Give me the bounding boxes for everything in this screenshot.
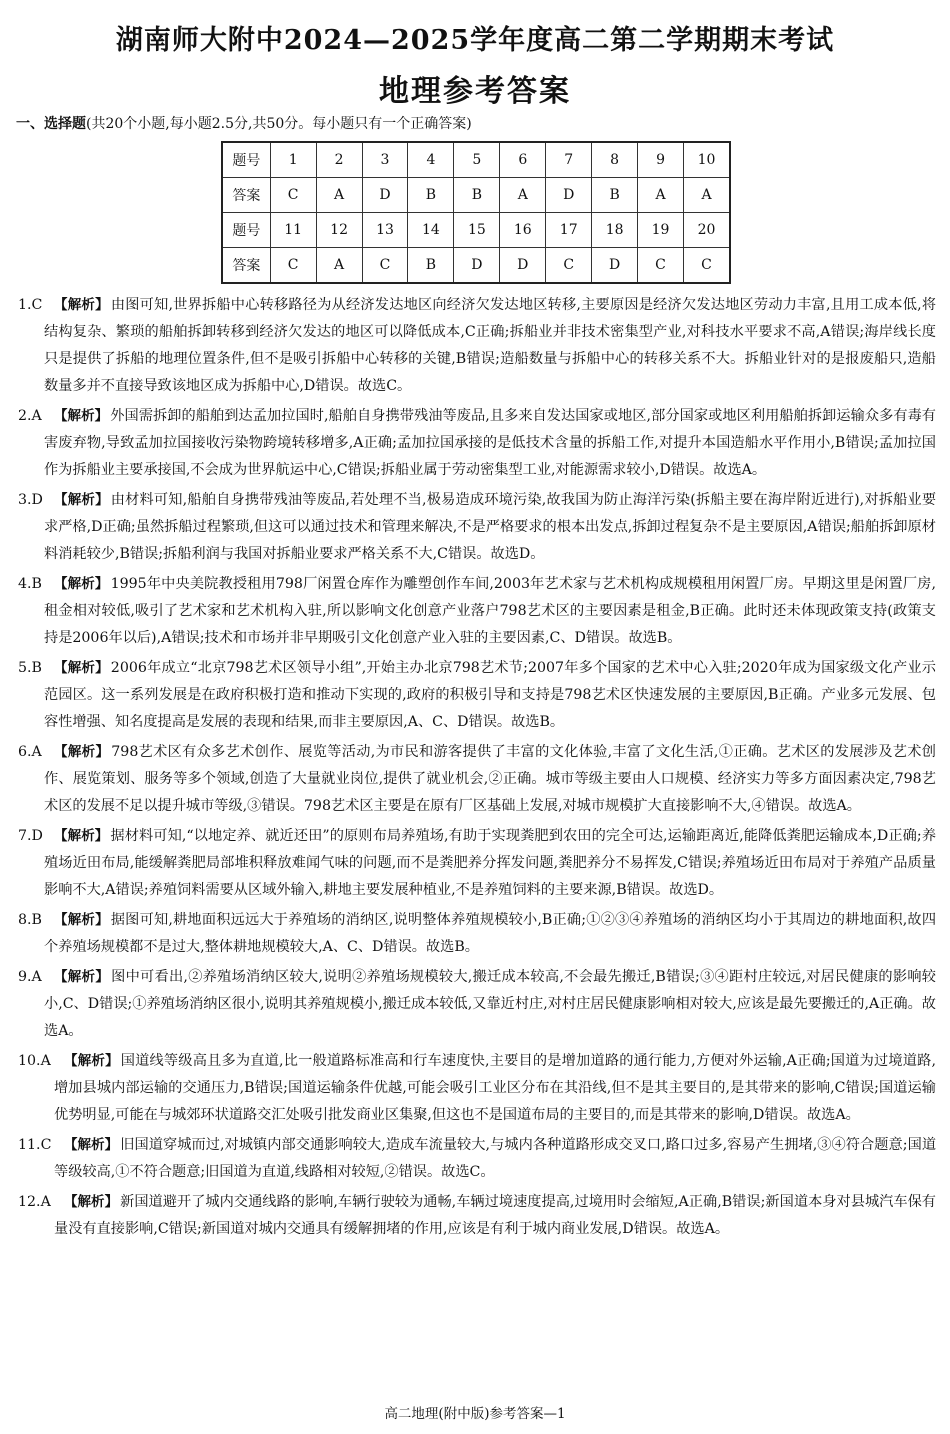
answer-table-cell: 16 [500,213,546,248]
answer-table-row-label: 题号 [222,142,270,178]
answer-table-cell: C [638,248,684,284]
answer-table-cell: 17 [546,213,592,248]
answer-table-cell: 1 [270,142,316,178]
answer-table-cell: 4 [408,142,454,178]
answer-number: 7.D [18,828,43,844]
page-title: 湖南师大附中2024—2025学年度高二第二学期期末考试 [115,25,835,56]
answer-table-cell: C [270,248,316,284]
answer-table-row-label: 题号 [222,213,270,248]
answer-table-cell: B [408,248,454,284]
analysis-tag: 【解析】 [54,660,109,676]
page-subtitle: 地理参考答案 [379,74,571,109]
answer-text: 据材料可知,“以地定养、就近还田”的原则布局养殖场,有助于实现粪肥到农田的完全可达,运输距离近,能降低粪肥运输成本,D正确;养殖场近田布局,能缓解粪肥局部堆积释放难闻气味的问题,而不是粪肥养分挥发问题,粪肥养分不易挥发,C错误;养殖场近田布局对于养殖产品质量影响不大,A错误;养殖饲料需要从区域外输入,耕地主要发展种植业,不是养殖饲料的主要来源,B错误。故选D。 [44,828,937,898]
analysis-tag: 【解析】 [54,297,109,313]
answer-item [18,487,936,568]
answer-table-cell: 5 [454,142,500,178]
answer-table-row-label: 答案 [222,248,270,284]
section-heading [16,113,472,133]
answer-text: 2006年成立“北京798艺术区领导小组”,开始主办北京798艺术节;2007年多个国家的艺术中心入驻;2020年成为国家级文化产业示范园区。这一系列发展是在政府积极打造和推动下实现的,政府的积极引导和支持是798艺术区快速发展的主要原因,B正确。产业多元发展、包容性增强、知名度提高是发展的表现和结果,而非主要原因,A、C、D错误。故选B。 [44,660,936,730]
answer-number: 2.A [18,408,42,424]
answer-table-row-label: 答案 [222,178,270,213]
section-heading-label: 一、选择题 [16,116,86,132]
answer-table-cell: B [408,178,454,213]
answer-table-cell: 6 [500,142,546,178]
answer-text: 旧国道穿城而过,对城镇内部交通影响较大,造成车流量较大,与城内各种道路形成交叉口,路口过多,容易产生拥堵,③④符合题意;国道等级较高,①不符合题意;旧国道为直道,线路相对较短,②错误。故选C。 [54,1137,937,1180]
answer-table-row [222,248,730,284]
answer-table-cell: C [362,248,408,284]
answer-table-cell: C [270,178,316,213]
answer-number: 10.A [18,1053,51,1069]
analysis-tag: 【解析】 [54,828,109,844]
answer-table-cell: D [592,248,638,284]
answer-table-cell: 20 [684,213,731,248]
answer-number: 4.B [18,576,42,592]
answer-number: 8.B [18,912,42,928]
answer-table-cell: 3 [362,142,408,178]
answer-table-cell: D [362,178,408,213]
answer-text: 新国道避开了城内交通线路的影响,车辆行驶较为通畅,车辆过境速度提高,过境用时会缩短,A正确,B错误;新国道本身对县城汽车保有量没有直接影响,C错误;新国道对城内交通具有缓解拥堵的作用,应该是有利于城内商业发展,D错误。故选A。 [54,1194,936,1237]
section-heading-note: (共20个小题,每小题2.5分,共50分。每小题只有一个正确答案) [86,116,472,132]
answer-table-cell: A [316,178,362,213]
answer-text: 图中可看出,②养殖场消纳区较大,说明②养殖场规模较大,搬迁成本较高,不会最先搬迁,B错误;③④距村庄较远,对居民健康的影响较小,C、D错误;①养殖场消纳区很小,说明其养殖规模小,搬迁成本较低,又靠近村庄,对村庄居民健康影响相对较大,应该是最先要搬迁的,A正确。故选A。 [44,969,936,1039]
answer-table-row [222,178,730,213]
answer-table-cell: D [546,178,592,213]
answer-table-cell: A [316,248,362,284]
page-footer: 高二地理(附中版)参考答案—1 [384,1406,566,1422]
answer-item [18,1132,936,1186]
analysis-tag: 【解析】 [54,969,110,985]
answer-number: 11.C [18,1137,52,1153]
answer-text: 国道线等级高且多为直道,比一般道路标准高和行车速度快,主要目的是增加道路的通行能力,方便对外运输,A正确;国道为过境道路,增加县城内部运输的交通压力,B错误;国道运输条件优越,可能会吸引工业区分布在其沿线,但不是其主要目的,是其带来的影响,C错误;国道运输优势明显,可能在与城郊环状道路交汇处吸引批发商业区集聚,但这也不是国道布局的主要目的,而是其带来的影响,D错误。故选A。 [54,1053,936,1123]
answer-text: 由图可知,世界拆船中心转移路径为从经济发达地区向经济欠发达地区转移,主要原因是经济欠发达地区劳动力丰富,且用工成本低,将结构复杂、繁琐的船舶拆卸转移到经济欠发达的地区可以降低成本,C正确;拆船业并非技术密集型产业,对科技水平要求不高,A错误;海岸线长度只是提供了拆船的地理位置条件,但不是吸引拆船中心转移的关键,B错误;造船数量与拆船中心的转移关系不大。拆船业针对的是报废船只,造船数量多并不直接导致该地区成为拆船中心,D错误。故选C。 [44,297,937,394]
answer-item [18,1189,936,1243]
answer-number: 3.D [18,492,43,508]
answer-table-row [222,142,730,178]
answer-table-cell: A [500,178,546,213]
answer-item [18,403,936,484]
answer-table-cell: B [454,178,500,213]
answer-table-cell: A [684,178,731,213]
analysis-tag: 【解析】 [64,1137,119,1153]
answer-text: 由材料可知,船舶自身携带残油等废品,若处理不当,极易造成环境污染,故我国为防止海洋污染(拆船主要在海岸附近进行),对拆船业要求严格,D正确;虽然拆船过程繁琐,但这可以通过技术和管理来解决,不是严格要求的根本出发点,拆卸过程复杂不是主要原因,A错误;船舶拆卸原材料消耗较少,B错误;拆船利润与我国对拆船业要求严格关系不大,C错误。故选D。 [44,492,937,562]
answer-explanations [18,292,936,1246]
answer-item [18,823,936,904]
answer-table [221,141,731,284]
answer-table-cell: C [546,248,592,284]
answer-text: 1995年中央美院教授租用798厂闲置仓库作为雕塑创作车间,2003年艺术家与艺术机构成规模租用闲置厂房。早期这里是闲置厂房,租金相对较低,吸引了艺术家和艺术机构入驻,所以影响文化创意产业落户798艺术区的主要因素是租金,B正确。此时还未体现政策支持(政策支持是2006年以后),A错误;技术和市场并非早期吸引文化创意产业入驻的主要因素,C、D错误。故选B。 [44,576,936,646]
answer-table-cell: 10 [684,142,731,178]
analysis-tag: 【解析】 [54,912,109,928]
answer-text: 798艺术区有众多艺术创作、展览等活动,为市民和游客提供了丰富的文化体验,丰富了文化生活,①正确。艺术区的发展涉及艺术创作、展览策划、服务等多个领域,创造了大量就业岗位,提供了就业机会,②正确。城市等级主要由人口规模、经济实力等多方面因素决定,798艺术区的发展不足以提升城市等级,③错误。798艺术区主要是在原有厂区基础上发展,对城市规模扩大直接影响不大,④错误。故选A。 [44,744,936,814]
answer-table-cell: 18 [592,213,638,248]
answer-table-cell: 9 [638,142,684,178]
answer-text: 外国需拆卸的船舶到达孟加拉国时,船舶自身携带残油等废品,且多来自发达国家或地区,部分国家或地区利用船舶拆卸运输众多有毒有害废弃物,导致孟加拉国接收污染物跨境转移增多,A正确;孟加拉国承接的是低技术含量的拆船工作,对提升本国造船水平作用小,B错误;孟加拉国作为拆船业主要承接国,不会成为世界航运中心,C错误;拆船业属于劳动密集型工业,对能源需求较小,D错误。故选A。 [44,408,936,478]
analysis-tag: 【解析】 [54,576,109,592]
answer-table-cell: C [684,248,731,284]
answer-number: 5.B [18,660,42,676]
analysis-tag: 【解析】 [64,1053,119,1069]
answer-table-cell: 15 [454,213,500,248]
answer-table-cell: 13 [362,213,408,248]
answer-table-cell: 11 [270,213,316,248]
answer-item [18,292,936,400]
answer-table-cell: 8 [592,142,638,178]
answer-number: 9.A [18,969,42,985]
answer-table-cell: D [500,248,546,284]
answer-item [18,739,936,820]
analysis-tag: 【解析】 [64,1194,119,1210]
answer-item [18,655,936,736]
answer-item [18,907,936,961]
answer-number: 1.C [18,297,43,313]
answer-item [18,964,936,1045]
answer-item [18,571,936,652]
answer-table-cell: 12 [316,213,362,248]
answer-text: 据图可知,耕地面积远远大于养殖场的消纳区,说明整体养殖规模较小,B正确;①②③④养殖场的消纳区均小于其周边的耕地面积,故四个养殖场规模都不是过大,整体耕地规模较大,A、C、D错误。故选B。 [44,912,937,955]
answer-table-cell: B [592,178,638,213]
answer-number: 6.A [18,744,42,760]
answer-table-row [222,213,730,248]
answer-table-cell: 2 [316,142,362,178]
answer-item [18,1048,936,1129]
answer-table-cell: 7 [546,142,592,178]
answer-table-cell: A [638,178,684,213]
analysis-tag: 【解析】 [54,744,110,760]
answer-table-cell: 14 [408,213,454,248]
answer-table-cell: 19 [638,213,684,248]
analysis-tag: 【解析】 [54,408,109,424]
answer-table-cell: D [454,248,500,284]
analysis-tag: 【解析】 [54,492,109,508]
answer-number: 12.A [18,1194,51,1210]
